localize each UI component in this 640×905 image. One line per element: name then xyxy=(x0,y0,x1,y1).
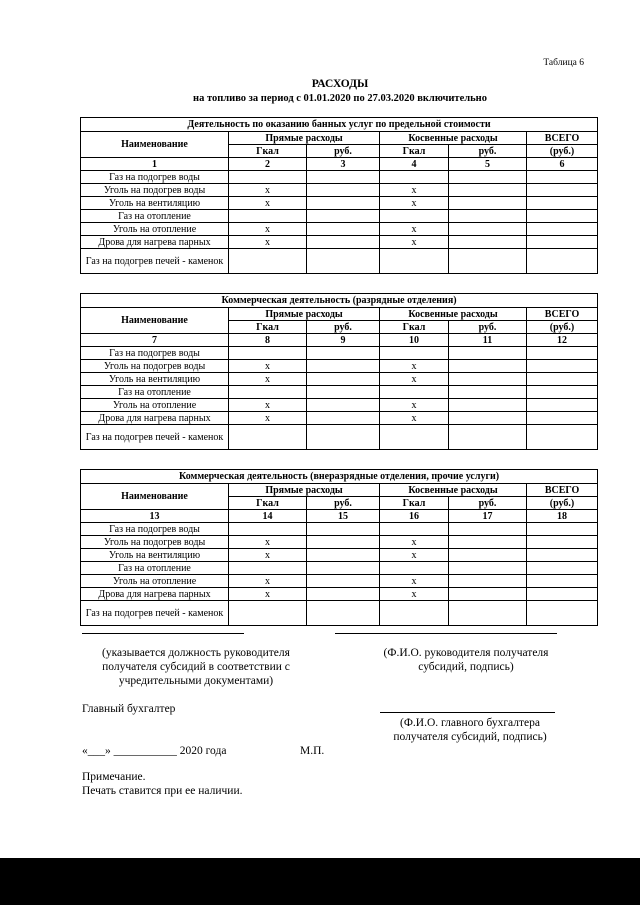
column-number: 11 xyxy=(449,334,527,347)
column-number: 14 xyxy=(229,510,307,523)
row-name: Уголь на подогрев воды xyxy=(81,360,229,373)
indirect-gcal-cell xyxy=(380,171,449,184)
indirect-gcal-cell: x xyxy=(380,373,449,386)
direct-rub-cell xyxy=(307,549,380,562)
indirect-rub-header: руб. xyxy=(449,145,527,158)
table-row xyxy=(81,386,598,399)
indirect-gcal-cell: x xyxy=(380,236,449,249)
indirect-rub-cell xyxy=(449,601,527,626)
row-name: Газ на подогрев воды xyxy=(81,171,229,184)
direct-rub-header: руб. xyxy=(307,321,380,334)
indirect-rub-cell xyxy=(449,562,527,575)
indirect-gcal-cell: x xyxy=(380,536,449,549)
row-name: Газ на подогрев печей - каменок xyxy=(81,425,229,450)
total-header: ВСЕГО xyxy=(527,132,598,145)
total-cell xyxy=(527,575,598,588)
table-row xyxy=(81,210,598,223)
document-subtitle: на топливо за период с 01.01.2020 по 27.03.2020 включительно xyxy=(193,93,487,104)
row-name: Уголь на отопление xyxy=(81,575,229,588)
indirect-gcal-cell: x xyxy=(380,399,449,412)
direct-gcal-cell: x xyxy=(229,197,307,210)
head-name-signature-line xyxy=(335,633,557,634)
indirect-rub-cell xyxy=(449,347,527,360)
indirect-gcal-cell xyxy=(380,347,449,360)
indirect-rub-cell xyxy=(449,184,527,197)
column-number: 9 xyxy=(307,334,380,347)
direct-rub-header: руб. xyxy=(307,145,380,158)
direct-rub-header: руб. xyxy=(307,497,380,510)
indirect-gcal-cell: x xyxy=(380,360,449,373)
row-name: Газ на подогрев воды xyxy=(81,347,229,360)
direct-rub-cell xyxy=(307,575,380,588)
total-cell xyxy=(527,171,598,184)
direct-rub-cell xyxy=(307,412,380,425)
column-number: 17 xyxy=(449,510,527,523)
direct-rub-cell xyxy=(307,601,380,626)
total-cell xyxy=(527,562,598,575)
column-number: 15 xyxy=(307,510,380,523)
row-name: Уголь на подогрев воды xyxy=(81,536,229,549)
indirect-rub-cell xyxy=(449,223,527,236)
table-number-label: Таблица 6 xyxy=(543,58,584,68)
direct-rub-cell xyxy=(307,386,380,399)
indirect-gcal-cell xyxy=(380,425,449,450)
indirect-rub-cell xyxy=(449,197,527,210)
direct-rub-cell xyxy=(307,249,380,274)
row-name: Газ на отопление xyxy=(81,562,229,575)
direct-gcal-cell: x xyxy=(229,588,307,601)
total-cell xyxy=(527,386,598,399)
direct-rub-cell xyxy=(307,223,380,236)
column-number: 8 xyxy=(229,334,307,347)
scan-bottom-border xyxy=(0,858,640,905)
row-name: Уголь на отопление xyxy=(81,223,229,236)
indirect-rub-cell xyxy=(449,536,527,549)
total-cell xyxy=(527,249,598,274)
expense-table xyxy=(80,469,598,626)
total-cell xyxy=(527,412,598,425)
indirect-gcal-header: Гкал xyxy=(380,321,449,334)
table-row xyxy=(81,399,598,412)
direct-rub-cell xyxy=(307,425,380,450)
indirect-rub-cell xyxy=(449,360,527,373)
direct-gcal-cell xyxy=(229,249,307,274)
total-cell xyxy=(527,373,598,386)
row-name: Уголь на подогрев воды xyxy=(81,184,229,197)
total-cell xyxy=(527,523,598,536)
row-name: Газ на отопление xyxy=(81,386,229,399)
column-number: 6 xyxy=(527,158,598,171)
column-number: 18 xyxy=(527,510,598,523)
row-name: Уголь на вентиляцию xyxy=(81,197,229,210)
head-name-note: (Ф.И.О. руководителя получателя субсидий, подпись) xyxy=(383,647,549,673)
table-row xyxy=(81,223,598,236)
indirect-gcal-cell xyxy=(380,249,449,274)
indirect-rub-cell xyxy=(449,425,527,450)
total-cell xyxy=(527,536,598,549)
direct-gcal-cell: x xyxy=(229,373,307,386)
indirect-gcal-cell: x xyxy=(380,197,449,210)
row-name: Дрова для нагрева парных xyxy=(81,412,229,425)
total-cell xyxy=(527,236,598,249)
direct-expenses-header: Прямые расходы xyxy=(229,132,380,145)
total-cell xyxy=(527,601,598,626)
indirect-gcal-cell xyxy=(380,523,449,536)
indirect-gcal-cell: x xyxy=(380,412,449,425)
indirect-rub-cell xyxy=(449,523,527,536)
indirect-rub-cell xyxy=(449,386,527,399)
section-title: Коммерческая деятельность (разрядные отделения) xyxy=(81,294,598,308)
chief-accountant-note: (Ф.И.О. главного бухгалтера получателя субсидий, подпись) xyxy=(393,717,547,743)
column-number: 3 xyxy=(307,158,380,171)
name-column-header: Наименование xyxy=(81,132,229,158)
head-position-note: (указывается должность руководителя получателя субсидий в соответствии с учредительными документами) xyxy=(102,647,290,687)
note-title: Примечание. xyxy=(82,771,146,783)
direct-gcal-cell: x xyxy=(229,549,307,562)
section-title: Деятельность по оказанию банных услуг по предельной стоимости xyxy=(81,118,598,132)
direct-gcal-header: Гкал xyxy=(229,145,307,158)
column-number: 16 xyxy=(380,510,449,523)
total-cell xyxy=(527,184,598,197)
column-number: 2 xyxy=(229,158,307,171)
indirect-rub-cell xyxy=(449,373,527,386)
direct-rub-cell xyxy=(307,197,380,210)
indirect-gcal-cell: x xyxy=(380,223,449,236)
table-row xyxy=(81,236,598,249)
date-line: «___» ___________ 2020 года xyxy=(82,745,227,757)
indirect-rub-cell xyxy=(449,588,527,601)
table-row xyxy=(81,562,598,575)
direct-gcal-header: Гкал xyxy=(229,497,307,510)
indirect-gcal-header: Гкал xyxy=(380,497,449,510)
indirect-rub-cell xyxy=(449,171,527,184)
direct-expenses-header: Прямые расходы xyxy=(229,308,380,321)
row-name: Газ на подогрев воды xyxy=(81,523,229,536)
table-row xyxy=(81,373,598,386)
stamp-place-label: М.П. xyxy=(300,745,325,757)
indirect-gcal-cell xyxy=(380,386,449,399)
indirect-gcal-cell: x xyxy=(380,575,449,588)
direct-gcal-cell: x xyxy=(229,575,307,588)
indirect-expenses-header: Косвенные расходы xyxy=(380,308,527,321)
total-cell xyxy=(527,425,598,450)
table-row xyxy=(81,575,598,588)
indirect-rub-cell xyxy=(449,549,527,562)
note-text: Печать ставится при ее наличии. xyxy=(82,785,243,797)
direct-gcal-cell xyxy=(229,171,307,184)
row-name: Уголь на вентиляцию xyxy=(81,549,229,562)
table-row xyxy=(81,249,598,274)
direct-gcal-cell: x xyxy=(229,399,307,412)
row-name: Уголь на отопление xyxy=(81,399,229,412)
row-name: Газ на подогрев печей - каменок xyxy=(81,249,229,274)
direct-gcal-cell: x xyxy=(229,223,307,236)
direct-gcal-cell xyxy=(229,210,307,223)
table-row xyxy=(81,184,598,197)
table-row xyxy=(81,425,598,450)
total-cell xyxy=(527,197,598,210)
column-number: 1 xyxy=(81,158,229,171)
total-unit-header: (руб.) xyxy=(527,145,598,158)
direct-gcal-header: Гкал xyxy=(229,321,307,334)
direct-rub-cell xyxy=(307,171,380,184)
direct-gcal-cell xyxy=(229,347,307,360)
total-cell xyxy=(527,399,598,412)
direct-rub-cell xyxy=(307,236,380,249)
indirect-rub-cell xyxy=(449,412,527,425)
direct-rub-cell xyxy=(307,210,380,223)
indirect-gcal-header: Гкал xyxy=(380,145,449,158)
table-row xyxy=(81,536,598,549)
column-number: 13 xyxy=(81,510,229,523)
indirect-gcal-cell xyxy=(380,562,449,575)
chief-accountant-signature-line xyxy=(380,712,555,713)
row-name: Уголь на вентиляцию xyxy=(81,373,229,386)
indirect-gcal-cell xyxy=(380,210,449,223)
column-number: 12 xyxy=(527,334,598,347)
indirect-rub-header: руб. xyxy=(449,497,527,510)
indirect-rub-header: руб. xyxy=(449,321,527,334)
indirect-rub-cell xyxy=(449,575,527,588)
total-cell xyxy=(527,347,598,360)
direct-gcal-cell: x xyxy=(229,412,307,425)
direct-expenses-header: Прямые расходы xyxy=(229,484,380,497)
indirect-rub-cell xyxy=(449,236,527,249)
direct-rub-cell xyxy=(307,184,380,197)
indirect-gcal-cell: x xyxy=(380,588,449,601)
total-cell xyxy=(527,549,598,562)
chief-accountant-label: Главный бухгалтер xyxy=(82,703,176,715)
head-position-signature-line xyxy=(82,633,244,634)
indirect-gcal-cell: x xyxy=(380,184,449,197)
row-name: Газ на подогрев печей - каменок xyxy=(81,601,229,626)
total-cell xyxy=(527,360,598,373)
total-cell xyxy=(527,210,598,223)
direct-gcal-cell xyxy=(229,562,307,575)
indirect-expenses-header: Косвенные расходы xyxy=(380,132,527,145)
indirect-rub-cell xyxy=(449,210,527,223)
total-header: ВСЕГО xyxy=(527,308,598,321)
indirect-rub-cell xyxy=(449,249,527,274)
indirect-expenses-header: Косвенные расходы xyxy=(380,484,527,497)
direct-rub-cell xyxy=(307,588,380,601)
column-number: 10 xyxy=(380,334,449,347)
indirect-gcal-cell xyxy=(380,601,449,626)
expense-table xyxy=(80,293,598,450)
column-number: 7 xyxy=(81,334,229,347)
table-row xyxy=(81,197,598,210)
direct-gcal-cell xyxy=(229,425,307,450)
direct-gcal-cell: x xyxy=(229,236,307,249)
table-row xyxy=(81,549,598,562)
total-header: ВСЕГО xyxy=(527,484,598,497)
direct-gcal-cell: x xyxy=(229,536,307,549)
table-row xyxy=(81,601,598,626)
name-column-header: Наименование xyxy=(81,484,229,510)
column-number: 4 xyxy=(380,158,449,171)
row-name: Дрова для нагрева парных xyxy=(81,236,229,249)
direct-rub-cell xyxy=(307,523,380,536)
column-number: 5 xyxy=(449,158,527,171)
total-unit-header: (руб.) xyxy=(527,321,598,334)
direct-rub-cell xyxy=(307,347,380,360)
expense-table xyxy=(80,117,598,274)
total-unit-header: (руб.) xyxy=(527,497,598,510)
document-title: РАСХОДЫ xyxy=(311,78,369,90)
name-column-header: Наименование xyxy=(81,308,229,334)
direct-rub-cell xyxy=(307,399,380,412)
table-row xyxy=(81,412,598,425)
table-row xyxy=(81,523,598,536)
table-row xyxy=(81,347,598,360)
section-title: Коммерческая деятельность (внеразрядные отделения, прочие услуги) xyxy=(81,470,598,484)
direct-gcal-cell xyxy=(229,386,307,399)
row-name: Газ на отопление xyxy=(81,210,229,223)
direct-rub-cell xyxy=(307,562,380,575)
total-cell xyxy=(527,588,598,601)
direct-gcal-cell xyxy=(229,523,307,536)
row-name: Дрова для нагрева парных xyxy=(81,588,229,601)
direct-gcal-cell xyxy=(229,601,307,626)
indirect-rub-cell xyxy=(449,399,527,412)
direct-rub-cell xyxy=(307,360,380,373)
table-row xyxy=(81,171,598,184)
direct-gcal-cell: x xyxy=(229,360,307,373)
total-cell xyxy=(527,223,598,236)
direct-gcal-cell: x xyxy=(229,184,307,197)
table-row xyxy=(81,360,598,373)
direct-rub-cell xyxy=(307,373,380,386)
direct-rub-cell xyxy=(307,536,380,549)
table-row xyxy=(81,588,598,601)
indirect-gcal-cell: x xyxy=(380,549,449,562)
